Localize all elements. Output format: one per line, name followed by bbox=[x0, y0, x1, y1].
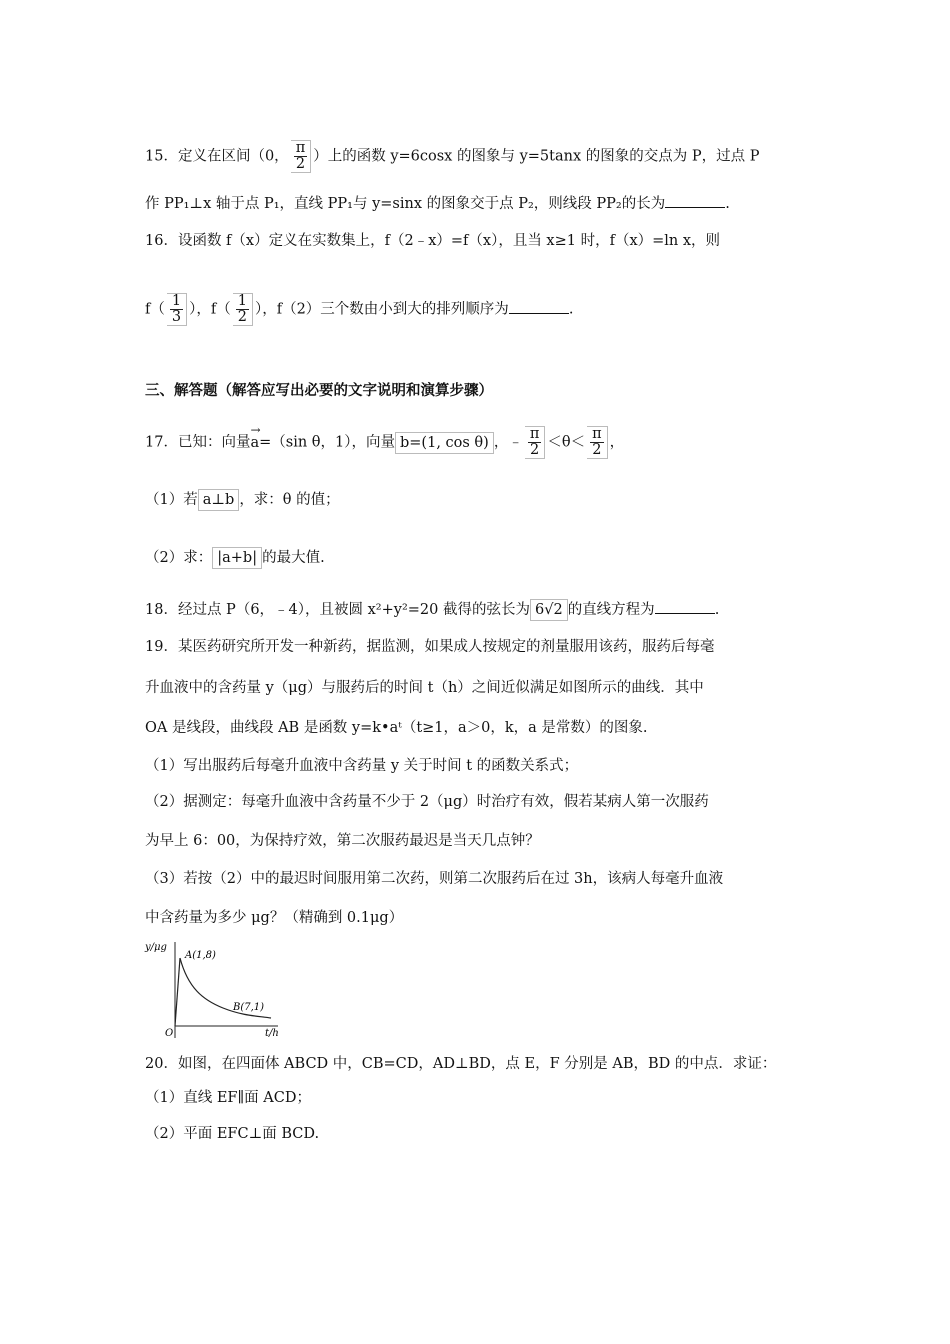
q15-text-b: ）上的函数 y=6cosx 的图象与 y=5tanx 的图象的交点为 P，过点 P bbox=[313, 148, 760, 165]
magnitude-expression: |a+b| bbox=[212, 547, 262, 569]
part1-tail: ，求：θ 的值； bbox=[239, 492, 340, 508]
point-b-label: B(7,1) bbox=[233, 1002, 265, 1013]
q15-line2 bbox=[145, 193, 730, 214]
q17-line bbox=[145, 426, 624, 459]
q20-part1: （1）直线 EF∥面 ACD； bbox=[145, 1090, 311, 1106]
part1-label: （1）若 bbox=[145, 492, 198, 508]
chord-length: 6√2 bbox=[530, 599, 568, 621]
q19-line2: 升血液中的含药量 y（μg）与服药后的时间 t（h）之间近似满足如图所示的曲线．其中 bbox=[145, 680, 704, 696]
answer-blank bbox=[509, 299, 569, 314]
q15-text-a: 15．定义在区间（0， bbox=[145, 148, 289, 165]
q17-comma: ， bbox=[609, 434, 625, 451]
q16-line1 bbox=[145, 231, 720, 251]
q16-line2 bbox=[145, 293, 573, 326]
point-a-label: A(1,8) bbox=[185, 950, 216, 961]
frac-denominator: 2 bbox=[295, 156, 306, 172]
q19-line3: OA 是线段，曲线段 AB 是函数 y=k•aᵗ（t≥1，a＞0，k，a 是常数）的图象. bbox=[145, 720, 648, 736]
vector-b-formula: b=(1, cos θ) bbox=[395, 432, 494, 454]
frac-denominator: 2 bbox=[592, 442, 602, 458]
q18-text-b: 的直线方程为 bbox=[567, 602, 655, 618]
q19-part3b: 中含药量为多少 μg？（精确到 0.1μg） bbox=[145, 910, 404, 926]
q20-line1: 20．如图，在四面体 ABCD 中，CB=CD，AD⊥BD，点 E，F 分别是 AB，BD 的中点．求证： bbox=[145, 1056, 777, 1072]
frac-numerator: 1 bbox=[237, 293, 247, 309]
q15-line1 bbox=[145, 140, 759, 173]
origin-label: O bbox=[165, 1028, 174, 1038]
one-half-fraction bbox=[233, 293, 253, 326]
segment-oa bbox=[175, 958, 180, 1026]
x-axis-label: t/h bbox=[265, 1028, 279, 1038]
part2-label: （2）求： bbox=[145, 550, 213, 566]
q17-inequality: ＜θ＜ bbox=[547, 434, 586, 451]
part2-tail: 的最大值. bbox=[262, 550, 325, 566]
q19-part3a: （3）若按（2）中的最迟时间服用第二次药，则第二次服药后在过 3h，该病人每毫升血液 bbox=[145, 871, 724, 887]
pi-over-2-fraction bbox=[525, 426, 546, 459]
frac-denominator: 3 bbox=[171, 309, 182, 325]
q17-text-b: =（sin θ，1），向量 bbox=[259, 434, 395, 451]
q17-text-a: 17．已知：向量 bbox=[145, 434, 251, 451]
q18-text-a: 18．经过点 P（6，﹣4），且被圆 x²+y²=20 截得的弦长为 bbox=[145, 602, 530, 618]
frac-numerator: π bbox=[529, 426, 540, 442]
q19-part2a: （2）据测定：每毫升血液中含药量不少于 2（μg）时治疗有效，假若某病人第一次服药 bbox=[145, 794, 709, 810]
q20-part2: （2）平面 EFC⊥面 BCD. bbox=[145, 1126, 320, 1142]
q16-f1: f（ bbox=[145, 301, 165, 318]
pi-over-2-fraction bbox=[587, 426, 608, 459]
frac-denominator: 2 bbox=[237, 309, 247, 325]
frac-numerator: 1 bbox=[171, 293, 182, 309]
pi-over-2-fraction bbox=[291, 140, 312, 173]
frac-numerator: π bbox=[295, 140, 306, 156]
q15-text-c: 作 PP₁⊥x 轴于点 P₁，直线 PP₁与 y=sinx 的图象交于点 P₂，则线段 PP₂的长为 bbox=[145, 196, 666, 212]
q18-line bbox=[145, 599, 719, 621]
q19-part2b: 为早上 6：00，为保持疗效，第二次服药最迟是当天几点钟？ bbox=[145, 833, 540, 849]
answer-blank bbox=[655, 599, 715, 614]
frac-numerator: π bbox=[592, 426, 602, 442]
q16-period: . bbox=[568, 301, 574, 318]
q19-part1: （1）写出服药后每毫升血液中含药量 y 关于时间 t 的函数关系式； bbox=[145, 758, 579, 774]
q17-minus: ，﹣ bbox=[493, 434, 523, 451]
vector-a: → a bbox=[250, 433, 259, 453]
q16-tail: ），f（2）三个数由小到大的排列顺序为 bbox=[254, 301, 509, 318]
q15-period: . bbox=[725, 196, 730, 212]
perpendicular-condition: a⊥b bbox=[198, 489, 240, 511]
q17-part2 bbox=[145, 547, 325, 569]
frac-denominator: 2 bbox=[529, 442, 540, 458]
answer-blank bbox=[665, 193, 725, 208]
q16-mid: ），f（ bbox=[189, 301, 231, 318]
y-axis-label: y/μg bbox=[145, 942, 167, 953]
one-third-fraction bbox=[167, 293, 187, 326]
q18-period: . bbox=[714, 602, 720, 618]
q19-line1: 19．某医药研究所开发一种新药，据监测，如果成人按规定的剂量服用该药，服药后每毫 bbox=[145, 639, 715, 655]
drug-concentration-graph bbox=[143, 938, 283, 1038]
q16-text: 16．设函数 f（x）定义在实数集上，f（2﹣x）=f（x），且当 x≥1 时，f（x）=ln x，则 bbox=[145, 233, 721, 249]
q17-part1 bbox=[145, 489, 340, 511]
section-title: 三、解答题（解答应写出必要的文字说明和演算步骤） bbox=[145, 383, 493, 399]
